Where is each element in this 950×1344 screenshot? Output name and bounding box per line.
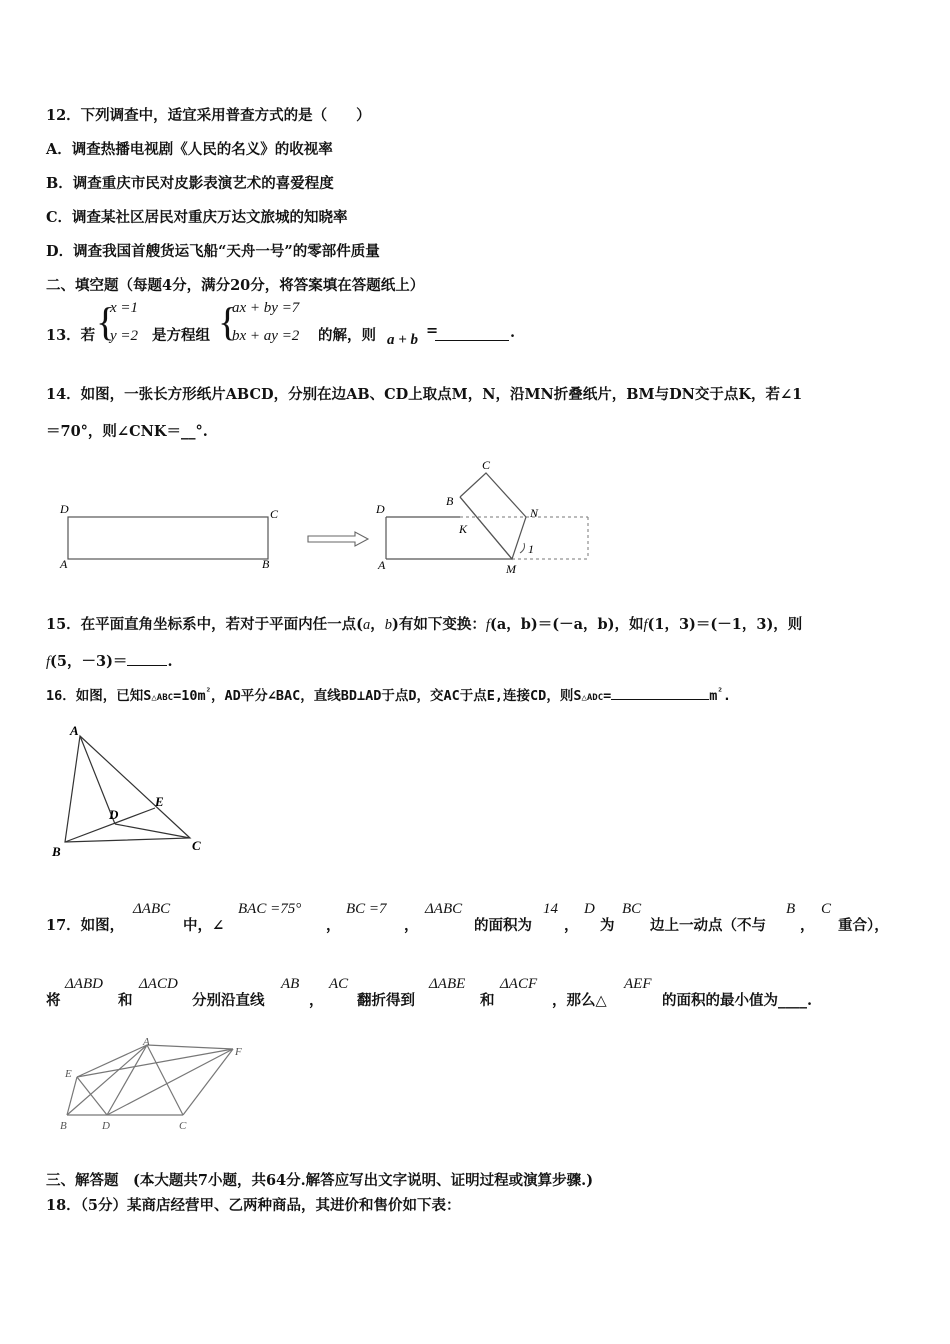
q14-line2: ＝70°，则∠CNK＝__°. <box>46 423 208 440</box>
q17-edge: 边上一动点（不与 <box>650 917 766 934</box>
q13-sys2-a: ax + by =7 <box>232 300 300 316</box>
q17-c1: ， <box>326 917 341 934</box>
q17-jiang: 将 <box>46 992 61 1009</box>
section2-heading: 二、填空题（每题4分，满分20分，将答案填在答题纸上） <box>46 277 425 294</box>
q17-bac: BAC =75° <box>238 901 302 917</box>
label-right-K: K <box>459 522 468 536</box>
q15-f-2: f <box>643 617 648 633</box>
q15-text-c: (a，b)＝(－a，b)，如 <box>489 616 644 633</box>
q17-name: ，那么△ <box>552 992 607 1009</box>
q15-f-3: f <box>46 654 51 670</box>
left-rectangle <box>68 517 268 559</box>
label-C: C <box>192 838 201 853</box>
q17-c4: ， <box>800 917 815 934</box>
q17-B: B <box>786 901 796 917</box>
q14-line1: 14．如图，一张长方形纸片ABCD，分别在边AB、CD上取点M，N，沿MN折叠纸片，BM与DN交于点K，若∠1 <box>46 386 803 403</box>
q17-figure <box>55 1035 255 1135</box>
q17-abd: ΔABD <box>65 976 103 992</box>
q13-eq: = <box>426 322 439 339</box>
q12-option-a: A．调查热播电视剧《人民的名义》的收视率 <box>46 141 333 158</box>
q16-end: . <box>722 688 731 704</box>
q13-answer-blank <box>435 326 509 341</box>
q17-chong: 重合）， <box>838 917 889 934</box>
label-right-M: M <box>506 562 516 576</box>
q14-figure <box>50 455 610 580</box>
label-D: D <box>102 1120 110 1132</box>
q15-line1 <box>46 613 802 634</box>
q13-number: 13．若 <box>46 327 96 344</box>
q15-answer-blank <box>127 651 167 666</box>
q13-sys1-b: y =2 <box>110 328 139 344</box>
label-right-C: C <box>482 458 491 472</box>
q13-brace-2: { <box>218 299 238 344</box>
label-angle-1: 1 <box>528 542 534 556</box>
q16-sub1: △ABC <box>151 693 174 703</box>
q18-stem: 18．（5分）某商店经营甲、乙两种商品，其进价和售价如下表： <box>46 1197 461 1214</box>
q17-AC: AC <box>329 976 349 992</box>
q16-text4: = <box>603 688 612 704</box>
q17-fanzhe: 翻折得到 <box>357 992 415 1009</box>
q16-text3: ，AD平分∠BAC，直线BD⊥AD于点D，交AC于点E,连接CD，则S <box>211 688 582 704</box>
q16-line <box>46 684 731 704</box>
q15-end: . <box>167 653 173 670</box>
q15-var-b: b <box>384 617 393 633</box>
q16-text1: 16．如图，已知S <box>46 688 152 704</box>
q17-zhong: 中，∠ <box>183 917 225 934</box>
q17-c2: ， <box>404 917 419 934</box>
q12-option-b: B．调查重庆市民对皮影表演艺术的喜爱程度 <box>46 175 334 192</box>
q17-number: 17．如图， <box>46 917 125 934</box>
q12-option-d: D．调查我国首艘货运飞船“天舟一号”的零部件质量 <box>46 243 380 260</box>
q12-option-c: C．调查某社区居民对重庆万达文旅城的知晓率 <box>46 209 348 226</box>
label-right-B: B <box>446 494 454 508</box>
q17-wei: 为 <box>600 917 615 934</box>
q13-sys2-b: bx + ay =2 <box>232 328 300 344</box>
label-E: E <box>65 1068 72 1080</box>
q15-text-d: (1，3)＝(－1，3)，则 <box>647 616 803 633</box>
q15-comma: ， <box>370 616 385 633</box>
arrow-icon <box>308 532 368 546</box>
q17-c5: ， <box>309 992 324 1009</box>
q16-text2: =10m <box>173 688 206 704</box>
label-A: A <box>143 1036 150 1048</box>
label-E: E <box>155 794 164 809</box>
q12-stem: 12．下列调查中，适宜采用普查方式的是（ ） <box>46 107 371 124</box>
q13-expr: a + b <box>387 332 419 348</box>
label-B: B <box>52 844 61 859</box>
q13-brace-1: { <box>96 299 116 344</box>
q15-text-a: 15．在平面直角坐标系中，若对于平面内任一点( <box>46 616 364 633</box>
label-right-D: D <box>376 502 385 516</box>
label-B: B <box>60 1120 67 1132</box>
q17-bc7: BC =7 <box>346 901 387 917</box>
q17-mianji: 的面积为 <box>474 917 532 934</box>
q17-acf: ΔACF <box>500 976 538 992</box>
q16-sup2: ² <box>717 687 723 698</box>
q16-text5: m <box>709 688 718 704</box>
q17-aef: AEF <box>624 976 652 992</box>
q17-n14: 14 <box>543 901 558 917</box>
label-left-B: B <box>262 557 270 571</box>
label-left-A: A <box>60 557 68 571</box>
q15-line2 <box>46 650 173 671</box>
q17-tri-abc-2: ΔABC <box>425 901 463 917</box>
q17-he2: 和 <box>480 992 495 1009</box>
q17-acd: ΔACD <box>139 976 178 992</box>
q17-tri-abc: ΔABC <box>133 901 171 917</box>
q16-answer-blank <box>611 685 709 700</box>
q15-var-a: a <box>363 617 371 633</box>
label-F: F <box>235 1046 242 1058</box>
label-right-A: A <box>378 558 386 572</box>
q17-BC: BC <box>622 901 642 917</box>
q13-mid: 是方程组 <box>152 327 210 344</box>
q17-he: 和 <box>118 992 133 1009</box>
q13-end: . <box>510 324 516 341</box>
q13-tail: 的解，则 <box>318 327 376 344</box>
q17-AB: AB <box>281 976 300 992</box>
q15-text-b: )有如下变换： <box>392 616 486 633</box>
label-right-N: N <box>530 506 539 520</box>
q17-fenbie: 分别沿直线 <box>192 992 265 1009</box>
label-left-C: C <box>270 507 279 521</box>
label-C: C <box>179 1120 187 1132</box>
label-left-D: D <box>60 502 69 516</box>
q16-sub2: △ADC <box>581 693 604 703</box>
q17-c3: ， <box>564 917 579 934</box>
q16-figure <box>45 720 215 860</box>
q17-D: D <box>584 901 595 917</box>
q15-text-e: (5，－3)＝ <box>50 653 128 670</box>
label-D: D <box>109 807 119 822</box>
section3-heading: 三、解答题 (本大题共7小题，共64分.解答应写出文字说明、证明过程或演算步骤.) <box>46 1172 594 1189</box>
label-A: A <box>70 723 79 738</box>
q17-tail: 的面积的最小值为____. <box>662 992 813 1009</box>
q13-sys1-a: x =1 <box>110 300 139 316</box>
q16-sup1: ² <box>205 687 212 698</box>
q17-abe: ΔABE <box>429 976 466 992</box>
q15-f-1: f <box>485 617 490 633</box>
q17-C: C <box>821 901 832 917</box>
